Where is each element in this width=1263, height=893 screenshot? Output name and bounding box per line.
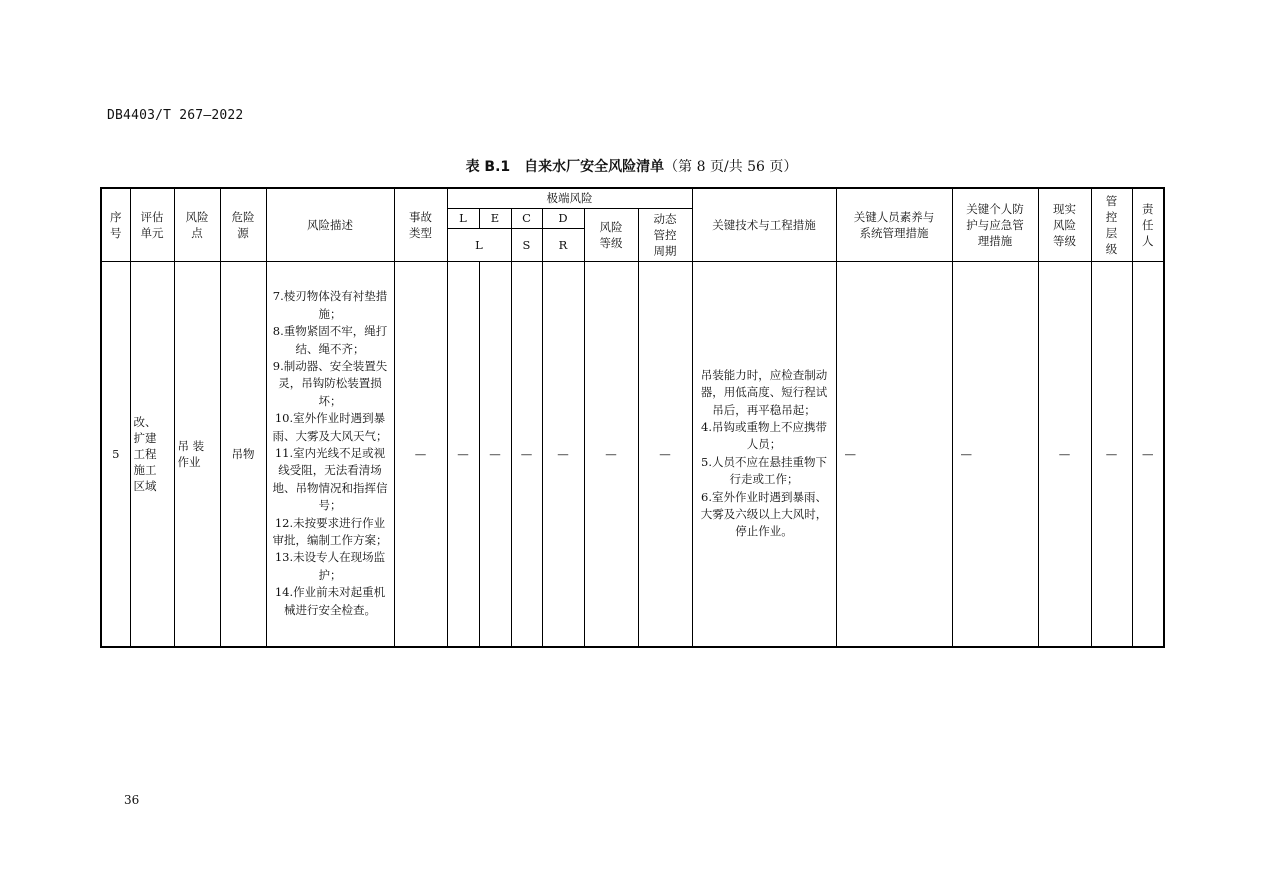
col-personnel: 关键人员素养与 系统管理措施 <box>836 188 952 261</box>
col-R: R <box>542 228 584 261</box>
col-L-merged: L <box>447 228 511 261</box>
table-title-page: （第 8 页/共 56 页） <box>664 159 798 175</box>
col-extreme-risk: 极端风险 <box>447 188 692 208</box>
col-source: 危险 源 <box>220 188 266 261</box>
cell-C: — <box>511 261 542 647</box>
cell-seq: 5 <box>101 261 130 647</box>
col-current-level: 现实 风险 等级 <box>1038 188 1091 261</box>
page-number: 36 <box>124 793 140 807</box>
col-dynamic-cycle: 动态 管控 周期 <box>638 208 692 261</box>
col-L: L <box>447 208 479 228</box>
col-protection: 关键个人防 护与应急管 理措施 <box>952 188 1038 261</box>
col-accident: 事故 类型 <box>394 188 447 261</box>
cell-description: 7.棱刃物体没有衬垫措施； 8.重物紧固不牢，绳打结、绳不齐； 9.制动器、安全装置失灵，吊钩防松装置损坏； 10.室外作业时遇到暴雨、大雾及大风天气； 11.室内光线不足或视线受阻，无法看清场地、吊物情况和指挥信号； 12.未按要求进行作业审批，编制工作方案； 13.未设专人在现场监护； 14.作业前未对起重机械进行安全检查。 <box>266 261 394 647</box>
cell-owner: — <box>1132 261 1164 647</box>
col-owner: 责 任 人 <box>1132 188 1164 261</box>
col-S: S <box>511 228 542 261</box>
document-code: DB4403/T 267—2022 <box>107 108 244 123</box>
cell-protection: — <box>952 261 1038 647</box>
risk-table <box>100 187 1165 648</box>
cell-unit: 改、 扩建 工程 施工 区域 <box>130 261 174 647</box>
cell-source: 吊物 <box>220 261 266 647</box>
col-E: E <box>479 208 511 228</box>
cell-control-level: — <box>1091 261 1132 647</box>
col-control-level: 管 控 层 级 <box>1091 188 1132 261</box>
table-row <box>101 261 1164 647</box>
cell-risk-level: — <box>584 261 638 647</box>
col-seq: 序 号 <box>101 188 130 261</box>
cell-personnel: — <box>836 261 952 647</box>
cell-L: — <box>447 261 479 647</box>
cell-tech: 吊装能力时，应检查制动器，用低高度、短行程试吊后，再平稳吊起； 4.吊钩或重物上不应携带人员； 5.人员不应在悬挂重物下行走或工作； 6.室外作业时遇到暴雨、大雾及六级以上大风时，停止作业。 <box>692 261 836 647</box>
col-point: 风险 点 <box>174 188 220 261</box>
col-C: C <box>511 208 542 228</box>
cell-D: — <box>542 261 584 647</box>
cell-point: 吊 装 作业 <box>174 261 220 647</box>
table-title-main: 表 B.1 自来水厂安全风险清单 <box>465 159 665 175</box>
cell-current-level: — <box>1038 261 1091 647</box>
col-tech: 关键技术与工程措施 <box>692 188 836 261</box>
cell-accident: — <box>394 261 447 647</box>
col-unit: 评估 单元 <box>130 188 174 261</box>
cell-dynamic-cycle: — <box>638 261 692 647</box>
table-title <box>0 156 1263 176</box>
col-risk-level: 风险 等级 <box>584 208 638 261</box>
cell-E: — <box>479 261 511 647</box>
col-D: D <box>542 208 584 228</box>
col-description: 风险描述 <box>266 188 394 261</box>
